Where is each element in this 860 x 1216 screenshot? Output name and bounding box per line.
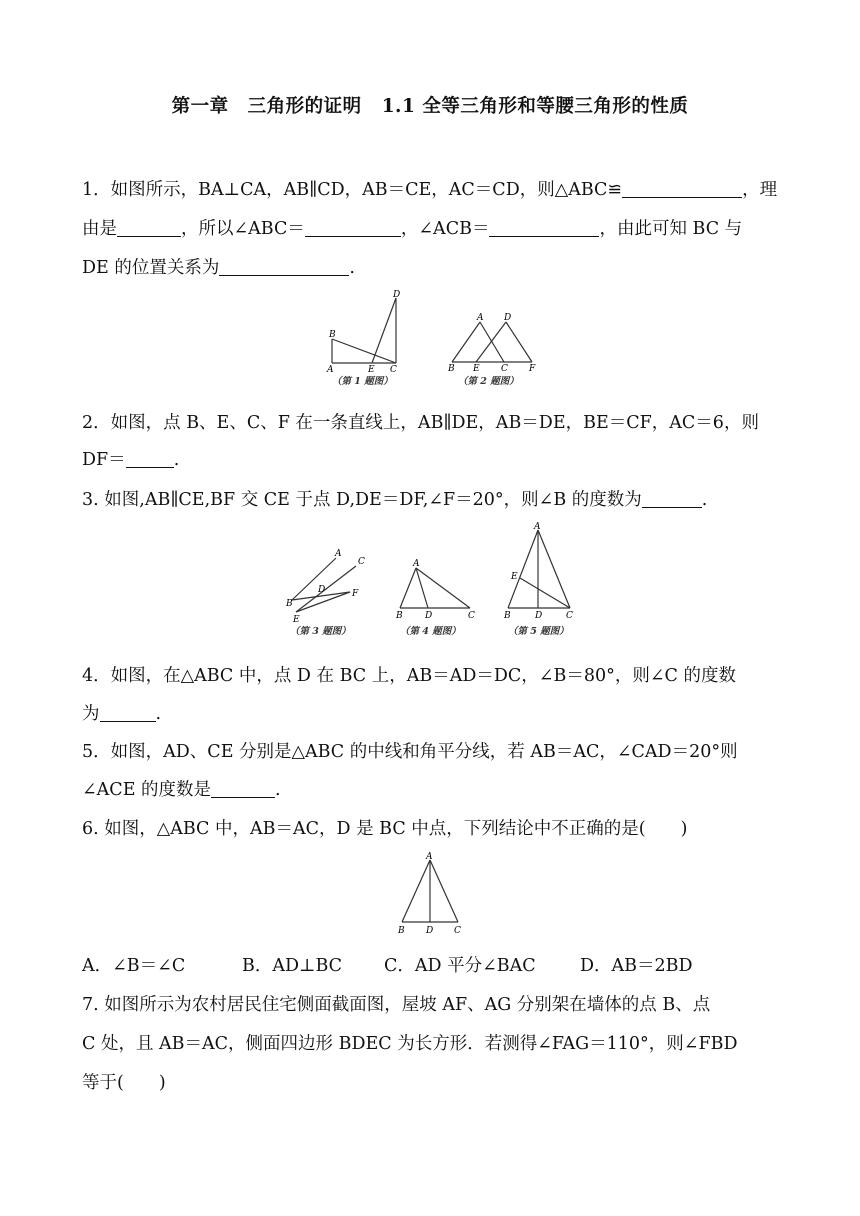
answer-blank[interactable] bbox=[489, 218, 599, 237]
figure-4 bbox=[390, 556, 486, 644]
label-b: B bbox=[329, 330, 336, 340]
option-b[interactable]: B．AD⊥BC bbox=[242, 956, 343, 976]
label-b: B bbox=[398, 926, 405, 936]
label-e: E bbox=[368, 365, 375, 375]
question-6-stem: 6. 如图，△ABC 中，AB＝AC，D 是 BC 中点，下列结论中不正确的是( ) bbox=[82, 819, 688, 839]
answer-blank[interactable] bbox=[117, 218, 181, 237]
question-4-line-1: 4．如图，在△ABC 中，点 D 在 BC 上，AB＝AD＝DC，∠B＝80°，则∠C 的度数 bbox=[82, 666, 736, 686]
question-1-line-3: DE 的位置关系为 . bbox=[82, 258, 355, 278]
figure-1 bbox=[320, 288, 410, 388]
label-a: A bbox=[426, 852, 433, 862]
answer-blank[interactable] bbox=[100, 703, 156, 722]
question-2-line-1: 2．如图，点 B、E、C、F 在一条直线上，AB∥DE，AB＝DE，BE＝CF，AC＝6，则 bbox=[82, 413, 759, 433]
figure-2 bbox=[440, 300, 540, 388]
label-b: B bbox=[286, 599, 293, 609]
question-1-line-2: 由是 ，所以∠ABC＝ ，∠ACB＝ ，由此可知 BC 与 bbox=[82, 219, 743, 239]
answer-blank[interactable] bbox=[642, 489, 702, 508]
label-d: D bbox=[318, 585, 326, 595]
figure-5-caption: （第 5 题图） bbox=[508, 626, 569, 637]
label-b: B bbox=[396, 611, 403, 621]
label-c: C bbox=[454, 926, 461, 936]
label-e: E bbox=[293, 615, 300, 625]
answer-blank[interactable] bbox=[211, 779, 275, 798]
question-2-line-2: DF＝ . bbox=[82, 450, 180, 470]
figure-3 bbox=[284, 544, 376, 644]
answer-blank[interactable] bbox=[126, 449, 174, 468]
figure-4-caption: （第 4 题图） bbox=[400, 626, 461, 637]
label-c: C bbox=[390, 365, 397, 375]
figure-5 bbox=[500, 520, 590, 644]
label-c: C bbox=[501, 364, 508, 374]
figure-3-caption: （第 3 题图） bbox=[290, 626, 351, 637]
figure-1-caption: （第 1 题图） bbox=[332, 376, 393, 387]
question-7-line-2: C 处，且 AB＝AC，侧面四边形 BDEC 为长方形．若测得∠FAG＝110°，则∠FBD bbox=[82, 1034, 738, 1054]
label-d: D bbox=[535, 611, 543, 621]
option-c[interactable]: C．AD 平分∠BAC bbox=[384, 956, 536, 976]
label-d: D bbox=[426, 926, 434, 936]
label-e: E bbox=[473, 364, 480, 374]
label-c: C bbox=[566, 611, 573, 621]
answer-blank[interactable] bbox=[219, 257, 349, 276]
option-d[interactable]: D．AB＝2BD bbox=[580, 956, 693, 976]
option-a[interactable]: A．∠B＝∠C bbox=[82, 956, 186, 976]
figure-2-caption: （第 2 题图） bbox=[458, 376, 519, 387]
chapter-title: 第一章 三角形的证明 bbox=[171, 96, 362, 117]
question-5-line-2: ∠ACE 的度数是 . bbox=[82, 780, 281, 800]
label-a: A bbox=[327, 365, 334, 375]
page-title bbox=[0, 92, 860, 118]
label-b: B bbox=[448, 364, 455, 374]
label-c: C bbox=[468, 611, 475, 621]
question-7-line-3: 等于( ) bbox=[82, 1073, 166, 1093]
figure-6 bbox=[394, 850, 468, 936]
question-7-line-1: 7. 如图所示为农村居民住宅侧面截面图，屋坡 AF、AG 分别架在墙体的点 B、点 bbox=[82, 995, 711, 1015]
question-3-line-1: 3. 如图,AB∥CE,BF 交 CE 于点 D,DE＝DF,∠F＝20°，则∠B 的度数为 . bbox=[82, 490, 708, 510]
label-d: D bbox=[504, 313, 512, 323]
label-f: F bbox=[529, 364, 536, 374]
label-a: A bbox=[477, 313, 484, 323]
answer-blank[interactable] bbox=[305, 218, 401, 237]
label-d: D bbox=[393, 290, 401, 300]
label-a: A bbox=[335, 549, 342, 559]
section-title: 1.1 全等三角形和等腰三角形的性质 bbox=[381, 96, 689, 117]
question-4-line-2: 为 . bbox=[82, 704, 162, 724]
label-e: E bbox=[511, 572, 518, 582]
question-1-line-1: 1．如图所示，BA⊥CA，AB∥CD，AB＝CE，AC＝CD，则△ABC≌ ，理 bbox=[82, 180, 778, 200]
label-d: D bbox=[425, 611, 433, 621]
label-c: C bbox=[358, 557, 365, 567]
label-b: B bbox=[504, 611, 511, 621]
question-5-line-1: 5．如图，AD、CE 分别是△ABC 的中线和角平分线，若 AB＝AC，∠CAD＝20°则 bbox=[82, 742, 738, 762]
label-a: A bbox=[534, 522, 541, 532]
label-f: F bbox=[352, 589, 359, 599]
label-a: A bbox=[413, 559, 420, 569]
answer-blank[interactable] bbox=[622, 179, 742, 198]
